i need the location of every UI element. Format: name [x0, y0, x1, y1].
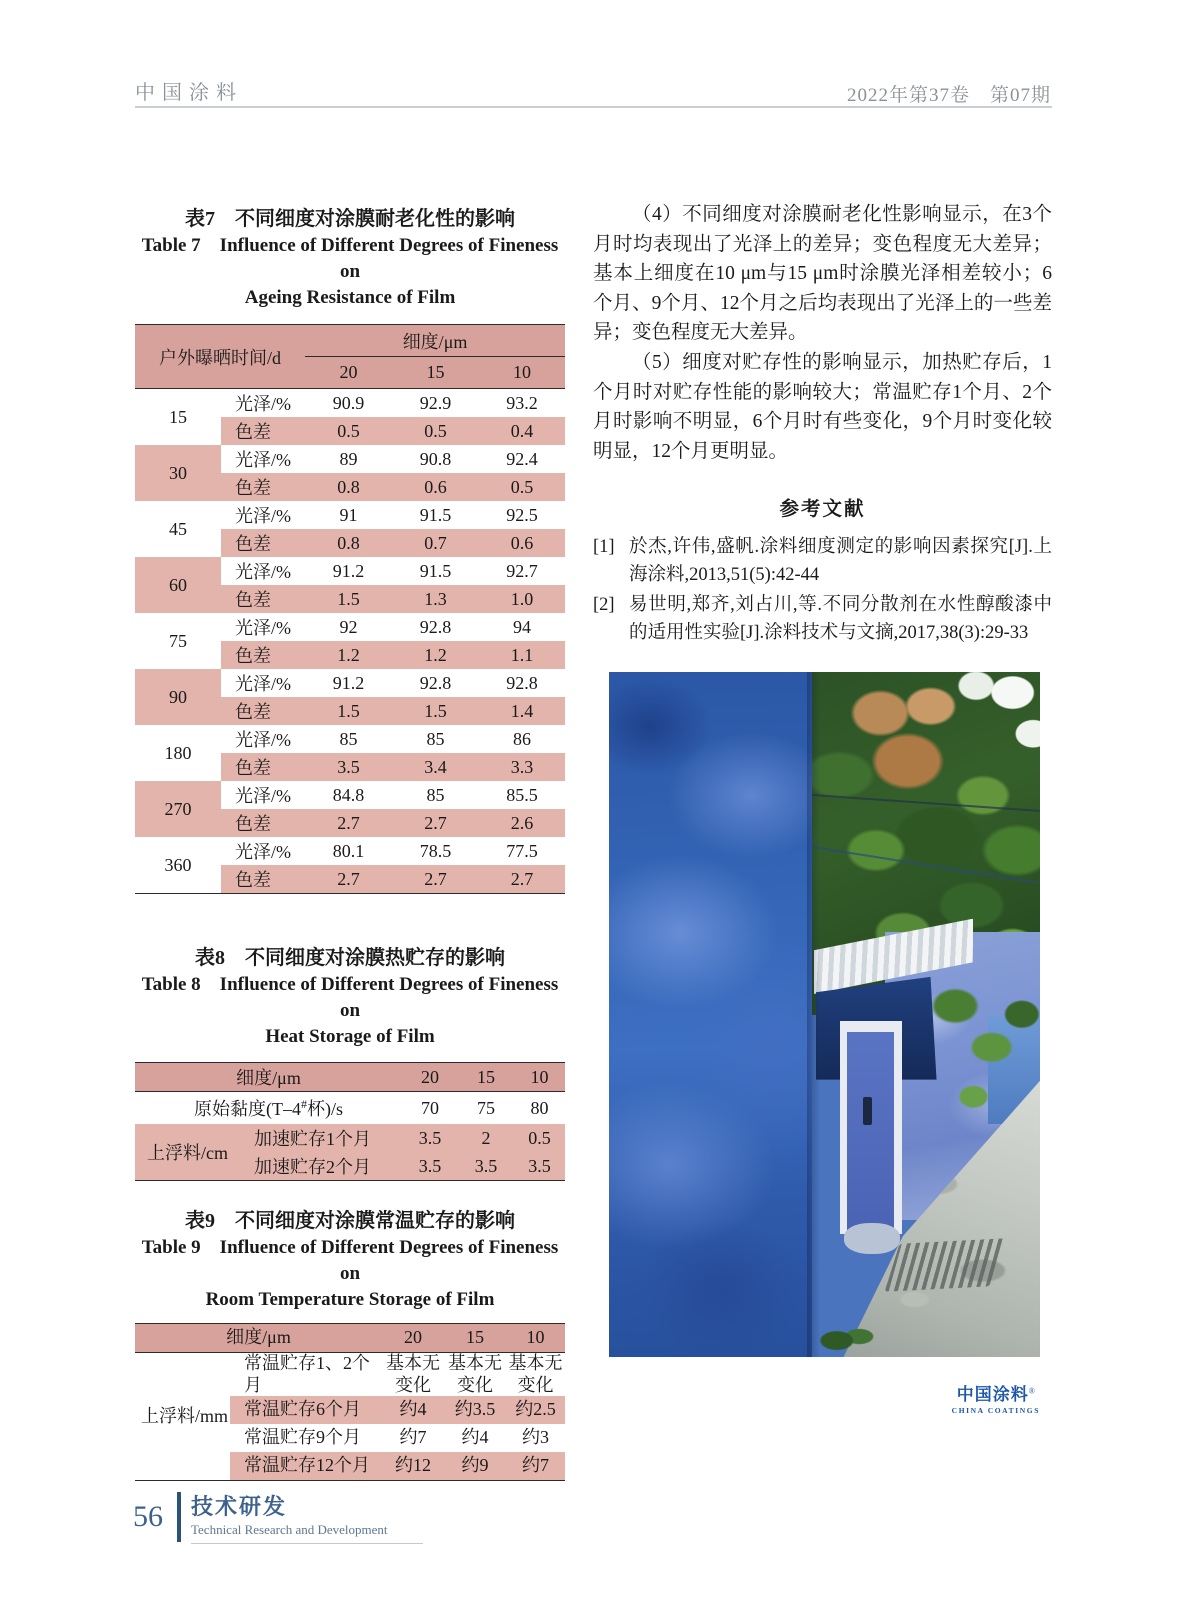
viscosity-label-pre: 原始黏度(T–4	[194, 1099, 301, 1119]
table9-fineness-label: 细度/μm	[135, 1324, 382, 1353]
gloss-value-cell: 85	[426, 784, 445, 805]
table8-row2-v2: 3.5	[458, 1152, 514, 1181]
storage-value-cell: 约4	[382, 1396, 444, 1424]
exposure-time-cell: 15	[169, 406, 187, 427]
header-rule	[135, 106, 1052, 108]
gloss-value-cell: 92.8	[419, 616, 452, 637]
table8-title	[135, 944, 565, 1050]
gloss-value-cell: 85	[426, 728, 445, 749]
table9-fineness-20: 20	[382, 1324, 444, 1353]
storage-value-cell: 约9	[444, 1452, 506, 1481]
gloss-label-cell: 光泽/%	[235, 394, 291, 414]
table9-title-zh: 表9 不同细度对涂膜常温贮存的影响	[185, 1210, 515, 1232]
delta-value-cell: 0.8	[305, 473, 392, 501]
wall-edge-shadow	[807, 672, 820, 1357]
table8-row1-label: 加速贮存1个月	[240, 1124, 402, 1152]
delta-value-cell: 0.4	[479, 417, 565, 445]
reference-number: [2]	[593, 595, 615, 616]
table9-fineness-10: 10	[506, 1324, 565, 1353]
delta-value-cell: 1.4	[479, 697, 565, 725]
table8-float-label: 上浮料/cm	[135, 1124, 240, 1181]
delta-label-cell: 色差	[221, 529, 305, 557]
table8-fineness-20: 20	[402, 1063, 458, 1092]
storage-value-cell: 约12	[382, 1452, 444, 1481]
right-column	[593, 200, 1052, 650]
table7	[135, 324, 565, 894]
gloss-value-cell: 92.5	[506, 504, 538, 525]
table8-title-zh: 表8 不同细度对涂膜热贮存的影响	[195, 947, 505, 969]
storage-value-cell: 约4	[461, 1427, 489, 1448]
gloss-value-cell: 90.8	[419, 448, 452, 469]
gloss-label-cell: 光泽/%	[235, 562, 291, 582]
gloss-value-cell: 91.5	[419, 504, 452, 525]
gloss-value-cell: 89	[339, 448, 358, 469]
gloss-value-cell: 91.2	[332, 672, 365, 693]
gloss-label-cell: 光泽/%	[235, 674, 291, 694]
delta-value-cell: 2.7	[305, 809, 392, 837]
table8-viscosity-20: 70	[421, 1097, 439, 1118]
table7-col-group: 细度/μm	[305, 325, 565, 357]
blue-door-graphic	[847, 1032, 894, 1234]
storage-value-cell: 约7	[399, 1427, 427, 1448]
delta-value-cell: 2.7	[392, 809, 479, 837]
table8-viscosity-15: 75	[477, 1097, 495, 1118]
paragraph-4: （4）不同细度对涂膜耐老化性影响显示，在3个月时均表现出了光泽上的差异；变色程度无大差异；基本上细度在10 μm与15 μm时涂膜光泽相差较小；6个月、9个月、12个月之后均表现出了光泽上的一些差异；变色程度无大差异。	[593, 204, 1052, 344]
gloss-value-cell: 92.8	[419, 672, 452, 693]
delta-value-cell: 0.7	[392, 529, 479, 557]
table8-title-en1: Table 8 Influence of Different Degrees of Fineness on	[141, 974, 559, 1021]
table7-col-15: 15	[392, 357, 479, 389]
storage-period-cell: 常温贮存12个月	[230, 1452, 382, 1481]
reference-text: 易世明,郑齐,刘占川,等.不同分散剂在水性醇酸漆中的适用性实验[J].涂料技术与文摘,2017,38(3):29-33	[629, 595, 1052, 643]
page-number: 56	[133, 1500, 163, 1533]
registered-mark: ®	[1028, 1386, 1035, 1396]
delta-value-cell: 2.6	[479, 809, 565, 837]
table8-fineness-label: 细度/μm	[135, 1063, 402, 1092]
table7-col-20: 20	[305, 357, 392, 389]
delta-label-cell: 色差	[221, 753, 305, 781]
paragraph-5: （5）细度对贮存性的影响显示，加热贮存后，1个月时对贮存性能的影响较大；常温贮存1个月、2个月时影响不明显，6个月时有些变化，9个月时变化较明显，12个月更明显。	[593, 351, 1052, 462]
gloss-value-cell: 94	[513, 616, 532, 637]
table8-fineness-15: 15	[458, 1063, 514, 1092]
logo-en: CHINA COATINGS	[951, 1405, 1040, 1415]
table8-row1-v1: 3.5	[402, 1124, 458, 1152]
table7-row-header: 户外曝晒时间/d	[135, 325, 305, 389]
table9-title-en2: Room Temperature Storage of Film	[205, 1289, 495, 1310]
delta-value-cell: 0.5	[392, 417, 479, 445]
table7-title	[135, 205, 565, 311]
gloss-value-cell: 93.2	[506, 392, 538, 413]
gloss-value-cell: 77.5	[506, 840, 538, 861]
delta-value-cell: 1.5	[305, 697, 392, 725]
gloss-value-cell: 90.9	[332, 392, 365, 413]
footer-section-zh: 技术研发	[191, 1494, 288, 1519]
table9-title-en1: Table 9 Influence of Different Degrees of Fineness on	[141, 1237, 559, 1284]
footer-section	[191, 1492, 423, 1544]
reference-text: 於杰,许伟,盛帆.涂料细度测定的影响因素探究[J].上海涂料,2013,51(5):42-44	[629, 537, 1052, 585]
reference-number: [1]	[593, 537, 615, 558]
exposure-time-cell: 30	[135, 445, 221, 501]
storage-value-cell: 约2.5	[506, 1396, 565, 1424]
storage-period-cell: 常温贮存9个月	[244, 1427, 361, 1448]
table8-fineness-10: 10	[514, 1063, 565, 1092]
delta-value-cell: 0.5	[479, 473, 565, 501]
delta-value-cell: 1.2	[392, 641, 479, 669]
delta-value-cell: 3.5	[305, 753, 392, 781]
gloss-label-cell: 光泽/%	[235, 506, 291, 526]
reference-item	[593, 534, 1052, 589]
storage-value-cell: 基本无变化	[508, 1353, 563, 1395]
drain-grate-graphic	[885, 1238, 1005, 1291]
gloss-value-cell: 92.9	[419, 392, 452, 413]
delta-value-cell: 2.7	[479, 865, 565, 894]
table8-row2-v3: 3.5	[514, 1152, 565, 1181]
china-coatings-logo	[952, 1386, 1040, 1415]
table8-title-en2: Heat Storage of Film	[265, 1026, 435, 1047]
gloss-value-cell: 86	[513, 728, 532, 749]
exposure-time-cell: 45	[169, 518, 187, 539]
reference-item	[593, 592, 1052, 647]
delta-label-cell: 色差	[221, 697, 305, 725]
blue-alley-photo	[609, 672, 1040, 1357]
delta-label-cell: 色差	[221, 473, 305, 501]
gloss-value-cell: 78.5	[419, 840, 452, 861]
table9-title	[135, 1207, 565, 1313]
table9	[135, 1323, 565, 1481]
table9-body	[135, 1324, 565, 1481]
gloss-value-cell: 91.5	[419, 560, 452, 581]
plant-graphic	[820, 1316, 876, 1357]
left-column	[135, 205, 565, 1481]
table8-row2-v1: 3.5	[402, 1152, 458, 1181]
door-step-graphic	[844, 1223, 900, 1254]
storage-value-cell: 基本无变化	[448, 1353, 502, 1395]
table7-title-en2: Ageing Resistance of Film	[244, 287, 456, 308]
storage-period-cell: 常温贮存1、2个月	[244, 1353, 370, 1395]
gloss-value-cell: 92	[339, 616, 358, 637]
viscosity-label-sup: #	[301, 1097, 307, 1111]
gloss-value-cell: 91.2	[332, 560, 365, 581]
page-footer	[133, 1492, 423, 1544]
table8-viscosity-10: 80	[530, 1097, 549, 1118]
door-handle-graphic	[863, 1097, 872, 1125]
delta-value-cell: 3.3	[479, 753, 565, 781]
storage-value-cell: 约7	[506, 1452, 565, 1481]
delta-value-cell: 1.5	[305, 585, 392, 613]
gloss-label-cell: 光泽/%	[235, 786, 291, 806]
storage-period-cell: 常温贮存6个月	[230, 1396, 382, 1424]
storage-value-cell: 约3	[522, 1427, 549, 1448]
storage-value-cell: 基本无变化	[386, 1353, 440, 1395]
gloss-value-cell: 92.8	[506, 672, 538, 693]
exposure-time-cell: 75	[169, 630, 187, 651]
table7-title-zh: 表7 不同细度对涂膜耐老化性的影响	[185, 208, 515, 230]
gloss-value-cell: 85	[339, 728, 358, 749]
journal-name: 中国涂料	[135, 82, 243, 104]
exposure-time-cell: 360	[164, 854, 192, 875]
blue-wall-graphic	[609, 672, 812, 1357]
exposure-time-cell: 90	[135, 669, 221, 725]
delta-value-cell: 2.7	[305, 865, 392, 894]
delta-value-cell: 0.5	[305, 417, 392, 445]
gloss-value-cell: 91	[339, 504, 358, 525]
delta-value-cell: 1.0	[479, 585, 565, 613]
issue-info: 2022年第37卷 第07期	[846, 85, 1051, 106]
table8-row1-v2: 2	[458, 1124, 514, 1152]
gloss-value-cell: 85.5	[506, 784, 538, 805]
references-heading: 参考文献	[779, 499, 866, 521]
delta-value-cell: 2.7	[392, 865, 479, 894]
delta-label-cell: 色差	[221, 865, 305, 894]
logo-zh: 中国涂料	[956, 1385, 1029, 1404]
exposure-time-cell: 180	[164, 742, 192, 763]
gloss-value-cell: 92.4	[506, 448, 538, 469]
gloss-value-cell: 84.8	[332, 784, 365, 805]
delta-value-cell: 0.8	[305, 529, 392, 557]
table8-row2-label: 加速贮存2个月	[240, 1152, 402, 1181]
storage-value-cell: 约3.5	[444, 1396, 506, 1424]
delta-value-cell: 1.3	[392, 585, 479, 613]
footer-divider-bar	[177, 1492, 181, 1542]
gloss-label-cell: 光泽/%	[235, 842, 291, 862]
delta-value-cell: 3.4	[392, 753, 479, 781]
table7-col-10: 10	[479, 357, 565, 389]
gloss-value-cell: 92.7	[506, 560, 538, 581]
delta-label-cell: 色差	[221, 417, 305, 445]
delta-value-cell: 1.2	[305, 641, 392, 669]
delta-value-cell: 0.6	[392, 473, 479, 501]
exposure-time-cell: 60	[135, 557, 221, 613]
table8-viscosity-label	[135, 1092, 402, 1125]
viscosity-label-post: 杯)/s	[307, 1099, 343, 1119]
footer-section-en: Technical Research and Development	[191, 1522, 388, 1537]
table9-fineness-15: 15	[444, 1324, 506, 1353]
delta-label-cell: 色差	[221, 585, 305, 613]
table7-body	[135, 389, 565, 894]
exposure-time-cell: 270	[135, 781, 221, 837]
table8-row1-v3: 0.5	[514, 1124, 565, 1152]
gloss-label-cell: 光泽/%	[235, 730, 291, 750]
gloss-label-cell: 光泽/%	[235, 450, 291, 470]
delta-label-cell: 色差	[221, 641, 305, 669]
gloss-value-cell: 80.1	[332, 840, 365, 861]
delta-value-cell: 1.5	[392, 697, 479, 725]
float-label-cell: 上浮料/mm	[141, 1405, 229, 1426]
delta-value-cell: 1.1	[479, 641, 565, 669]
gloss-label-cell: 光泽/%	[235, 618, 291, 638]
table7-title-en1: Table 7 Influence of Different Degrees of Fineness on	[141, 235, 559, 282]
delta-label-cell: 色差	[221, 809, 305, 837]
delta-value-cell: 0.6	[479, 529, 565, 557]
table8	[135, 1062, 565, 1181]
